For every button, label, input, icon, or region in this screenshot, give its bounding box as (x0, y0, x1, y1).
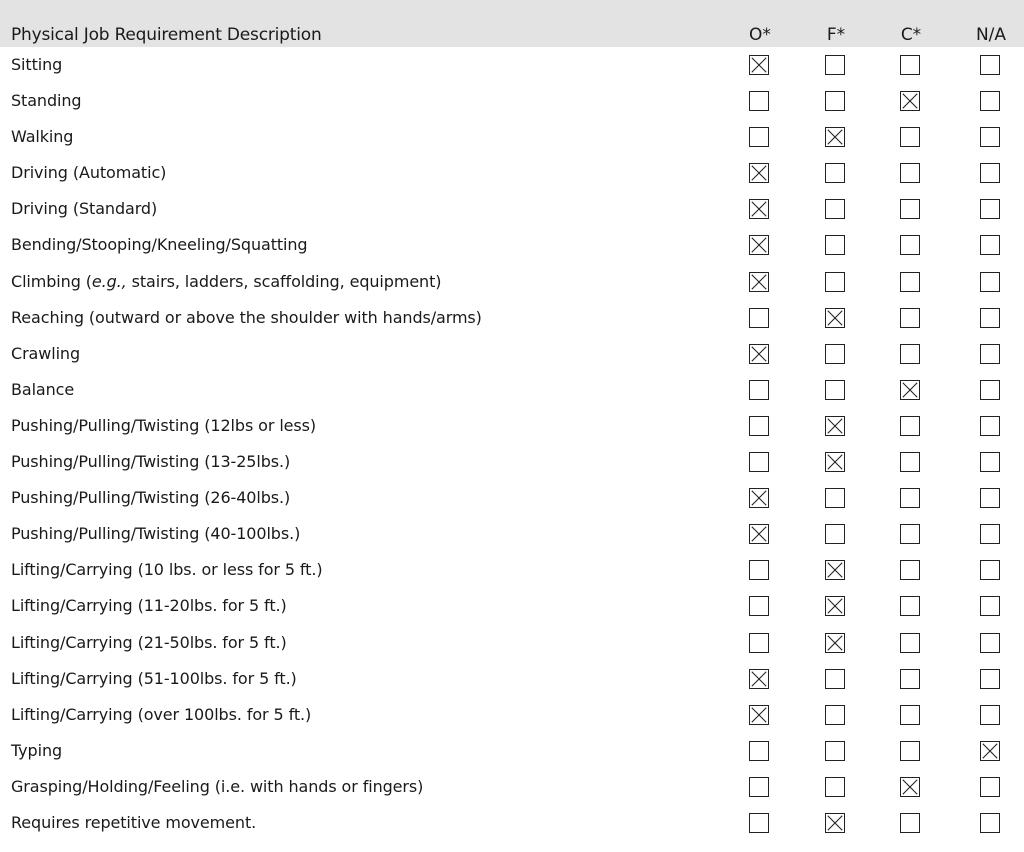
checkbox-frequently[interactable] (825, 596, 845, 616)
checkbox-not-applicable[interactable] (980, 380, 1000, 400)
checkbox-constantly[interactable] (900, 380, 920, 400)
checkbox-frequently[interactable] (825, 308, 845, 328)
checkbox-occasionally[interactable] (749, 127, 769, 147)
checkbox-constantly[interactable] (900, 777, 920, 797)
requirement-label (11, 271, 441, 293)
checkbox-occasionally[interactable] (749, 452, 769, 472)
checkbox-constantly[interactable] (900, 91, 920, 111)
checkbox-not-applicable[interactable] (980, 308, 1000, 328)
requirement-label: Grasping/Holding/Feeling (i.e. with hands or fingers) (11, 776, 424, 796)
requirement-label: Bending/Stooping/Kneeling/Squatting (11, 235, 308, 255)
table-row (0, 337, 1024, 373)
checkmark-x-icon (750, 164, 768, 182)
table-row (0, 662, 1024, 698)
table-row (0, 120, 1024, 156)
checkbox-constantly[interactable] (900, 163, 920, 183)
table-row (0, 84, 1024, 120)
requirement-label: Pushing/Pulling/Twisting (40-100lbs.) (11, 524, 301, 544)
checkbox-frequently[interactable] (825, 705, 845, 725)
checkbox-frequently[interactable] (825, 163, 845, 183)
table-row (0, 806, 1024, 842)
requirement-label: Typing (11, 740, 63, 760)
checkbox-occasionally[interactable] (749, 416, 769, 436)
checkbox-not-applicable[interactable] (980, 741, 1000, 761)
requirement-label: Driving (Standard) (11, 199, 158, 219)
checkbox-not-applicable[interactable] (980, 488, 1000, 508)
requirement-label: Lifting/Carrying (11-20lbs. for 5 ft.) (11, 596, 287, 616)
checkbox-constantly[interactable] (900, 633, 920, 653)
checkbox-not-applicable[interactable] (980, 163, 1000, 183)
checkbox-not-applicable[interactable] (980, 560, 1000, 580)
checkbox-occasionally[interactable] (749, 344, 769, 364)
checkbox-not-applicable[interactable] (980, 633, 1000, 653)
checkbox-frequently[interactable] (825, 91, 845, 111)
table-row (0, 156, 1024, 192)
checkbox-occasionally[interactable] (749, 235, 769, 255)
checkbox-occasionally[interactable] (749, 813, 769, 833)
table-row (0, 48, 1024, 84)
table-row (0, 192, 1024, 228)
checkbox-not-applicable[interactable] (980, 596, 1000, 616)
requirement-label: Pushing/Pulling/Twisting (13-25lbs.) (11, 452, 291, 472)
checkbox-constantly[interactable] (900, 488, 920, 508)
checkmark-x-icon (826, 597, 844, 615)
requirement-label: Driving (Automatic) (11, 163, 167, 183)
table-row (0, 409, 1024, 445)
requirement-label: Lifting/Carrying (10 lbs. or less for 5 ft.) (11, 560, 323, 580)
checkbox-not-applicable[interactable] (980, 452, 1000, 472)
requirement-label-part: Climbing ( (11, 271, 92, 291)
checkmark-x-icon (981, 742, 999, 760)
checkbox-occasionally[interactable] (749, 272, 769, 292)
checkmark-x-icon (826, 309, 844, 327)
requirement-label: Sitting (11, 55, 63, 74)
table-row (0, 517, 1024, 553)
checkmark-x-icon (826, 417, 844, 435)
checkmark-x-icon (750, 345, 768, 363)
table-row (0, 626, 1024, 662)
checkbox-frequently[interactable] (825, 741, 845, 761)
requirement-label: Balance (11, 379, 75, 399)
checkbox-occasionally[interactable] (749, 55, 769, 75)
checkmark-x-icon (826, 128, 844, 146)
checkbox-constantly[interactable] (900, 235, 920, 255)
checkbox-frequently[interactable] (825, 199, 845, 219)
column-header-description: Physical Job Requirement Description (11, 25, 322, 45)
checkmark-x-icon (750, 236, 768, 254)
checkbox-not-applicable[interactable] (980, 705, 1000, 725)
table-header (0, 0, 1024, 47)
checkbox-frequently[interactable] (825, 55, 845, 75)
requirement-label: Standing (11, 91, 82, 111)
requirement-label: Requires repetitive movement. (11, 812, 257, 832)
column-header-constantly: C* (900, 25, 922, 45)
checkbox-frequently[interactable] (825, 127, 845, 147)
checkbox-frequently[interactable] (825, 488, 845, 508)
table-row (0, 301, 1024, 337)
checkmark-x-icon (750, 670, 768, 688)
checkbox-not-applicable[interactable] (980, 777, 1000, 797)
table-row (0, 228, 1024, 264)
checkmark-x-icon (750, 273, 768, 291)
checkmark-x-icon (901, 381, 919, 399)
checkmark-x-icon (750, 56, 768, 74)
table-row (0, 265, 1024, 301)
column-header-frequently: F* (826, 25, 846, 45)
checkbox-frequently[interactable] (825, 633, 845, 653)
column-header-occasionally: O* (749, 25, 771, 45)
checkbox-occasionally[interactable] (749, 91, 769, 111)
checkbox-occasionally[interactable] (749, 741, 769, 761)
checkbox-constantly[interactable] (900, 344, 920, 364)
requirement-label: Walking (11, 127, 74, 147)
table-row (0, 734, 1024, 770)
requirement-label: Lifting/Carrying (21-50lbs. for 5 ft.) (11, 632, 287, 652)
checkbox-occasionally[interactable] (749, 633, 769, 653)
checkbox-frequently[interactable] (825, 272, 845, 292)
checkmark-x-icon (901, 778, 919, 796)
checkmark-x-icon (750, 525, 768, 543)
checkbox-occasionally[interactable] (749, 199, 769, 219)
checkbox-constantly[interactable] (900, 199, 920, 219)
checkbox-frequently[interactable] (825, 777, 845, 797)
requirement-label: Lifting/Carrying (51-100lbs. for 5 ft.) (11, 668, 297, 688)
checkbox-occasionally[interactable] (749, 705, 769, 725)
checkbox-constantly[interactable] (900, 813, 920, 833)
requirement-label-example: e.g., (91, 271, 127, 291)
table-row (0, 589, 1024, 625)
checkbox-occasionally[interactable] (749, 596, 769, 616)
requirement-label-part: stairs, ladders, scaffolding, equipment) (126, 271, 442, 291)
requirement-label: Lifting/Carrying (over 100lbs. for 5 ft.) (11, 704, 312, 724)
requirement-label: Pushing/Pulling/Twisting (12lbs or less) (11, 415, 317, 435)
table-row (0, 698, 1024, 734)
checkbox-occasionally[interactable] (749, 560, 769, 580)
checkmark-x-icon (826, 561, 844, 579)
checkmark-x-icon (750, 200, 768, 218)
checkbox-constantly[interactable] (900, 127, 920, 147)
checkbox-not-applicable[interactable] (980, 813, 1000, 833)
checkbox-frequently[interactable] (825, 235, 845, 255)
checkbox-constantly[interactable] (900, 705, 920, 725)
checkmark-x-icon (750, 706, 768, 724)
checkbox-constantly[interactable] (900, 55, 920, 75)
column-header-not-applicable: N/A (975, 25, 1007, 45)
checkbox-frequently[interactable] (825, 560, 845, 580)
checkbox-frequently[interactable] (825, 524, 845, 544)
requirement-label: Reaching (outward or above the shoulder with hands/arms) (11, 307, 482, 327)
checkbox-constantly[interactable] (900, 416, 920, 436)
checkbox-frequently[interactable] (825, 813, 845, 833)
checkbox-constantly[interactable] (900, 560, 920, 580)
checkbox-occasionally[interactable] (749, 669, 769, 689)
checkbox-not-applicable[interactable] (980, 199, 1000, 219)
checkbox-frequently[interactable] (825, 452, 845, 472)
checkmark-x-icon (826, 453, 844, 471)
checkbox-constantly[interactable] (900, 452, 920, 472)
checkbox-frequently[interactable] (825, 380, 845, 400)
checkbox-not-applicable[interactable] (980, 55, 1000, 75)
requirement-label: Pushing/Pulling/Twisting (26-40lbs.) (11, 488, 291, 508)
checkbox-constantly[interactable] (900, 272, 920, 292)
checkbox-occasionally[interactable] (749, 163, 769, 183)
checkbox-not-applicable[interactable] (980, 416, 1000, 436)
checkbox-not-applicable[interactable] (980, 127, 1000, 147)
checkbox-constantly[interactable] (900, 596, 920, 616)
checkbox-not-applicable[interactable] (980, 669, 1000, 689)
checkmark-x-icon (826, 634, 844, 652)
checkbox-constantly[interactable] (900, 741, 920, 761)
checkmark-x-icon (901, 92, 919, 110)
checkbox-constantly[interactable] (900, 308, 920, 328)
table-row (0, 373, 1024, 409)
requirement-label: Crawling (11, 343, 81, 363)
checkbox-occasionally[interactable] (749, 488, 769, 508)
checkbox-occasionally[interactable] (749, 524, 769, 544)
checkmark-x-icon (826, 814, 844, 832)
checkbox-not-applicable[interactable] (980, 235, 1000, 255)
checkbox-occasionally[interactable] (749, 380, 769, 400)
checkbox-occasionally[interactable] (749, 308, 769, 328)
checkmark-x-icon (750, 489, 768, 507)
checkbox-occasionally[interactable] (749, 777, 769, 797)
requirements-table-body (0, 48, 1024, 842)
table-row (0, 770, 1024, 806)
table-row (0, 553, 1024, 589)
checkbox-not-applicable[interactable] (980, 524, 1000, 544)
checkbox-not-applicable[interactable] (980, 91, 1000, 111)
checkbox-constantly[interactable] (900, 524, 920, 544)
checkbox-not-applicable[interactable] (980, 344, 1000, 364)
checkbox-constantly[interactable] (900, 669, 920, 689)
table-row (0, 481, 1024, 517)
checkbox-not-applicable[interactable] (980, 272, 1000, 292)
checkbox-frequently[interactable] (825, 669, 845, 689)
table-row (0, 445, 1024, 481)
checkbox-frequently[interactable] (825, 416, 845, 436)
checkbox-frequently[interactable] (825, 344, 845, 364)
